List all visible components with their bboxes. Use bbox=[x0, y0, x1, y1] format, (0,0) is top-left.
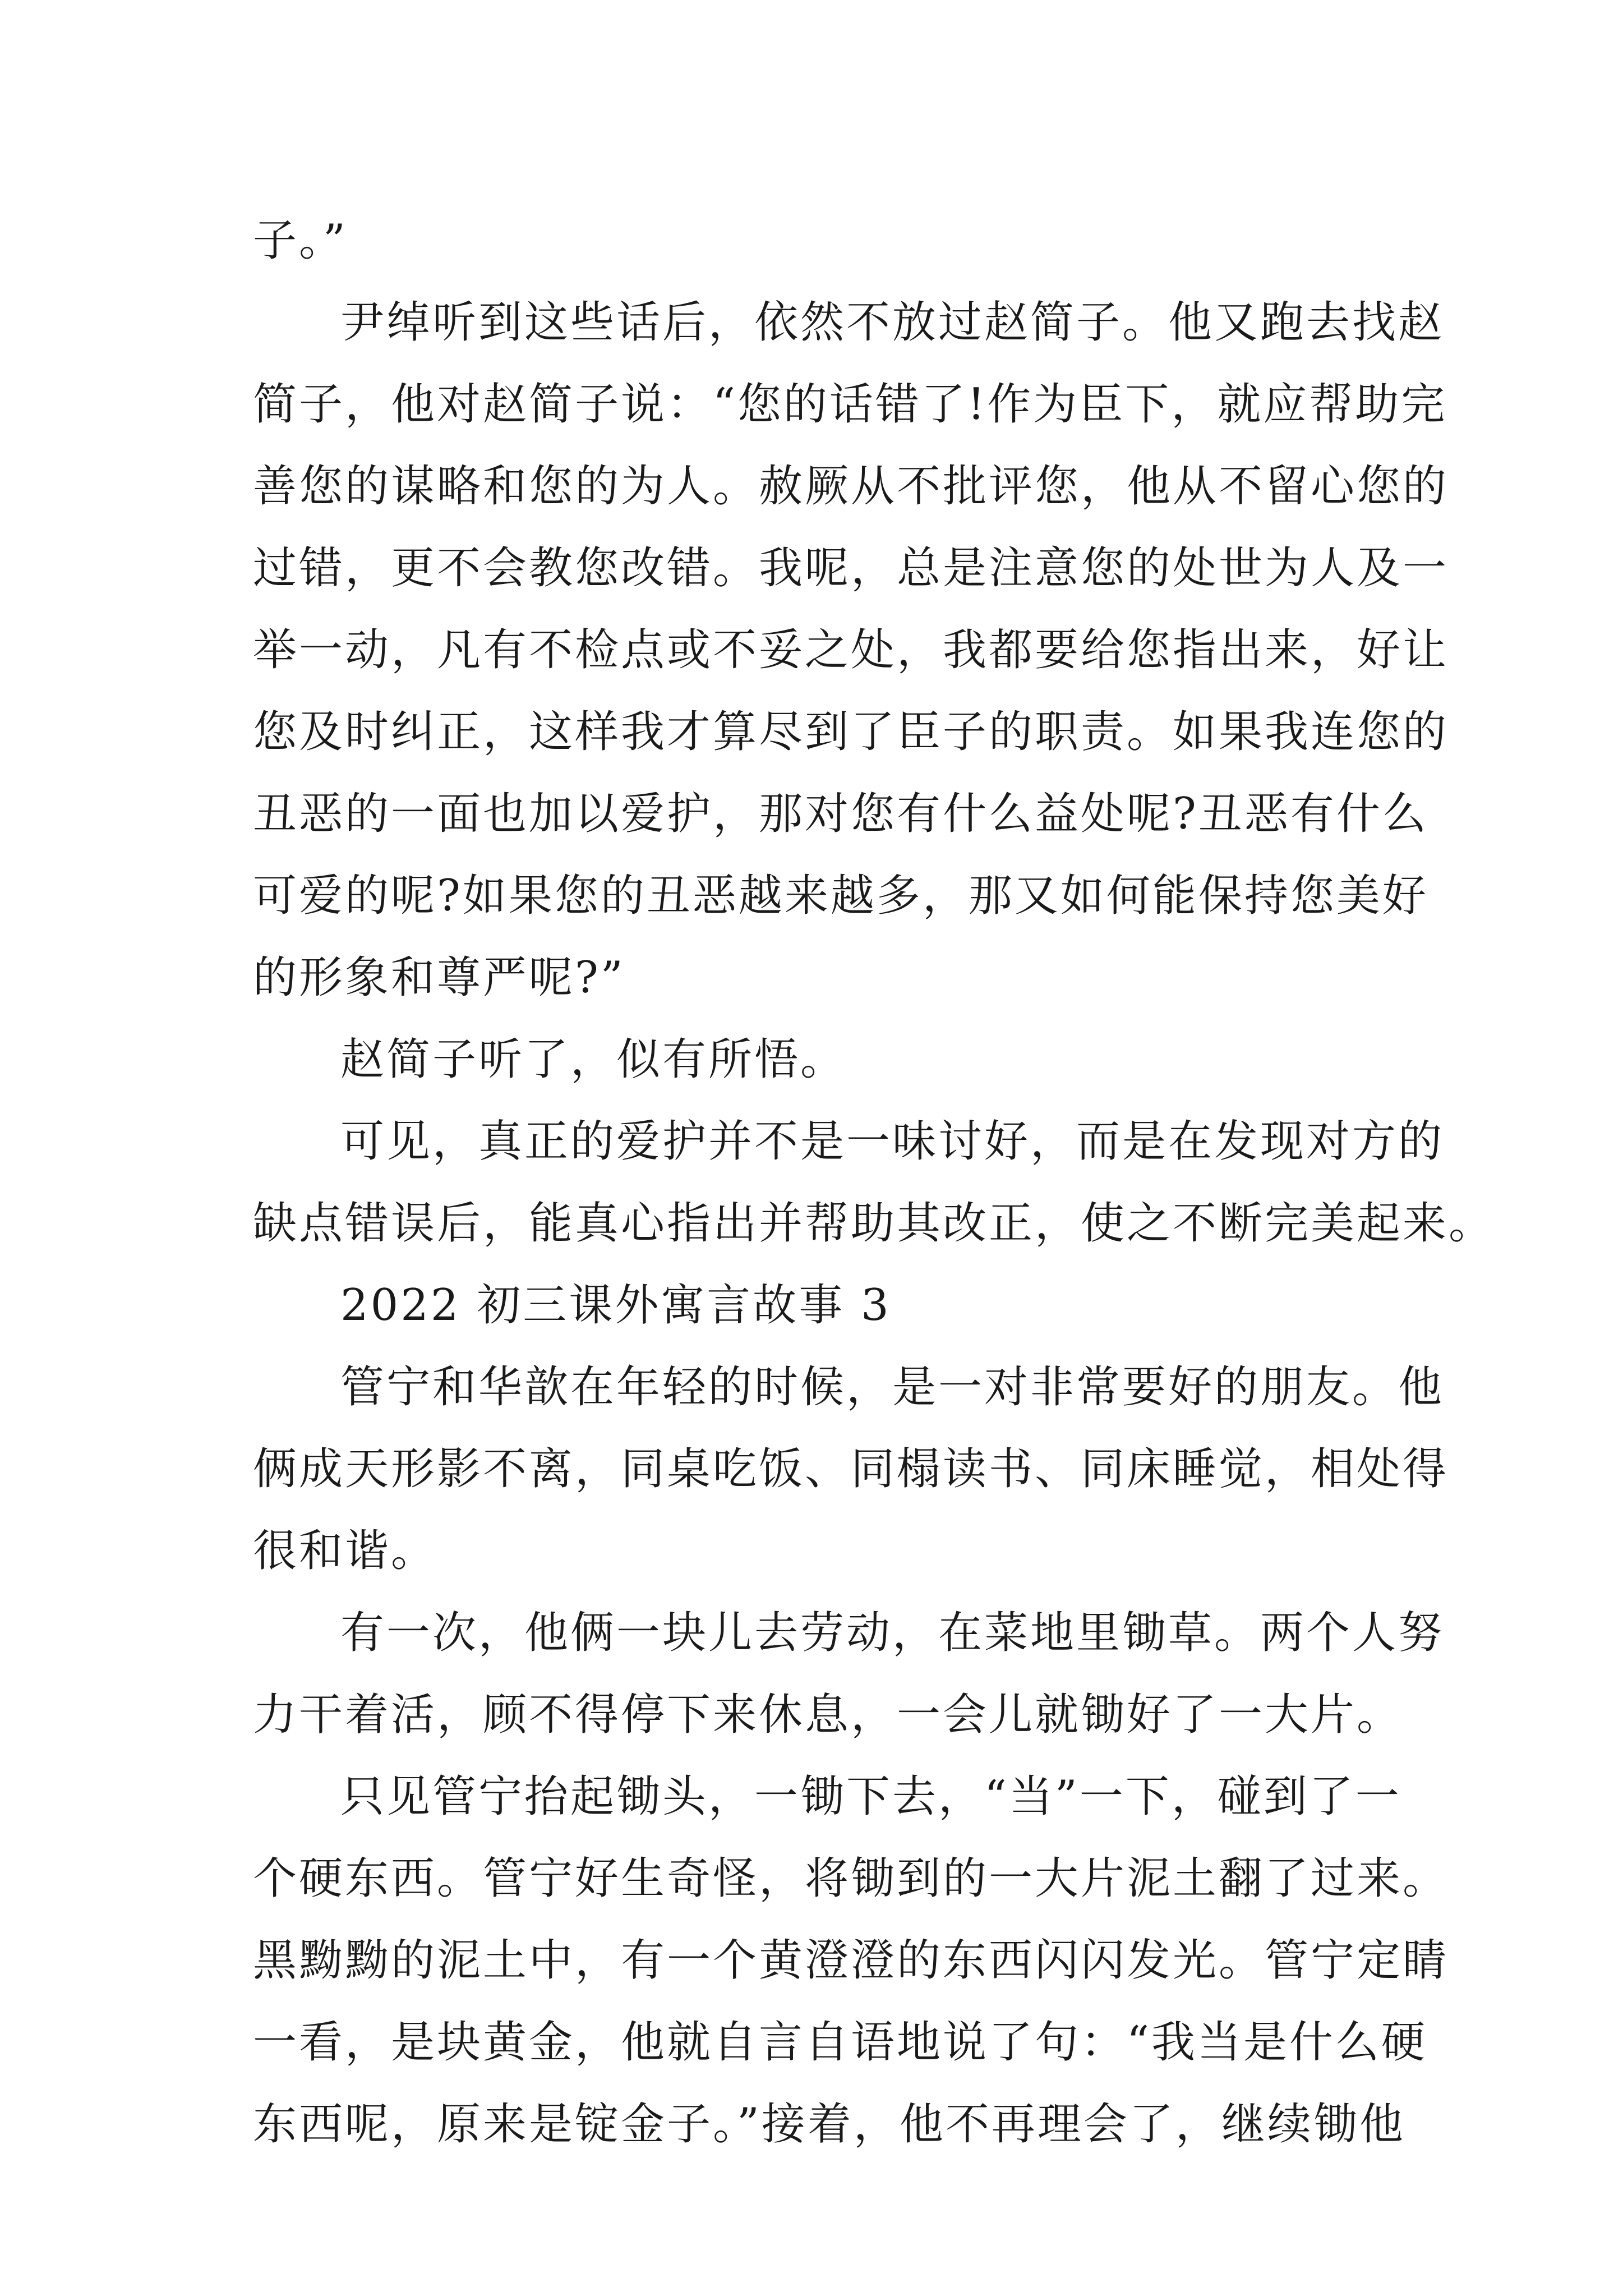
text-line: 黑黝黝的泥土中，有一个黄澄澄的东西闪闪发光。管宁定睛 bbox=[253, 1935, 1449, 1986]
text-line: 您及时纠正，这样我才算尽到了臣子的职责。如果我连您的 bbox=[253, 707, 1449, 757]
text-line: 很和谐。 bbox=[253, 1526, 437, 1576]
text-line: 俩成天形影不离，同桌吃饭、同榻读书、同床睡觉，相处得 bbox=[253, 1444, 1449, 1494]
text-line: 东西呢，原来是锭金子。”接着，他不再理会了，继续锄他 bbox=[253, 2099, 1405, 2150]
text-line: 可见，真正的爱护并不是一味讨好，而是在发现对方的 bbox=[340, 1116, 1445, 1167]
text-line: 善您的谋略和您的为人。赦厥从不批评您，他从不留心您的 bbox=[253, 461, 1449, 512]
text-line: 一看，是块黄金，他就自言自语地说了句：“我当是什么硬 bbox=[253, 2017, 1427, 2068]
text-line: 可爱的呢?如果您的丑恶越来越多，那又如何能保持您美好 bbox=[253, 871, 1428, 921]
text-line: 缺点错误后，能真心指出并帮助其改正，使之不断完美起来。 bbox=[253, 1198, 1495, 1249]
text-line: 管宁和华歆在年轻的时候，是一对非常要好的朋友。他 bbox=[340, 1362, 1445, 1412]
text-line: 丑恶的一面也加以爱护，那对您有什么益处呢?丑恶有什么 bbox=[253, 789, 1428, 839]
text-line: 简子，他对赵简子说：“您的话错了!作为臣下，就应帮助完 bbox=[253, 379, 1447, 430]
text-line: 力干着活，顾不得停下来休息，一会儿就锄好了一大片。 bbox=[253, 1690, 1403, 1740]
document-body bbox=[253, 200, 1495, 2165]
text-line: 赵简子听了，似有所悟。 bbox=[340, 1034, 847, 1085]
text-line: 的形象和尊严呢?” bbox=[253, 953, 625, 1003]
text-line: 尹绰听到这些话后，依然不放过赵简子。他又跑去找赵 bbox=[340, 297, 1445, 348]
text-line: 举一动，凡有不检点或不妥之处，我都要给您指出来，好让 bbox=[253, 625, 1449, 675]
text-line: 子。” bbox=[253, 215, 348, 266]
text-line: 有一次，他俩一块儿去劳动，在菜地里锄草。两个人努 bbox=[340, 1608, 1445, 1658]
text-line: 只见管宁抬起锄头，一锄下去，“当”一下，碰到了一 bbox=[340, 1772, 1401, 1822]
section-heading: 2022 初三课外寓言故事 3 bbox=[340, 1280, 891, 1331]
text-line: 个硬东西。管宁好生奇怪，将锄到的一大片泥土翻了过来。 bbox=[253, 1853, 1449, 1904]
text-line: 过错，更不会教您改错。我呢，总是注意您的处世为人及一 bbox=[253, 543, 1449, 593]
